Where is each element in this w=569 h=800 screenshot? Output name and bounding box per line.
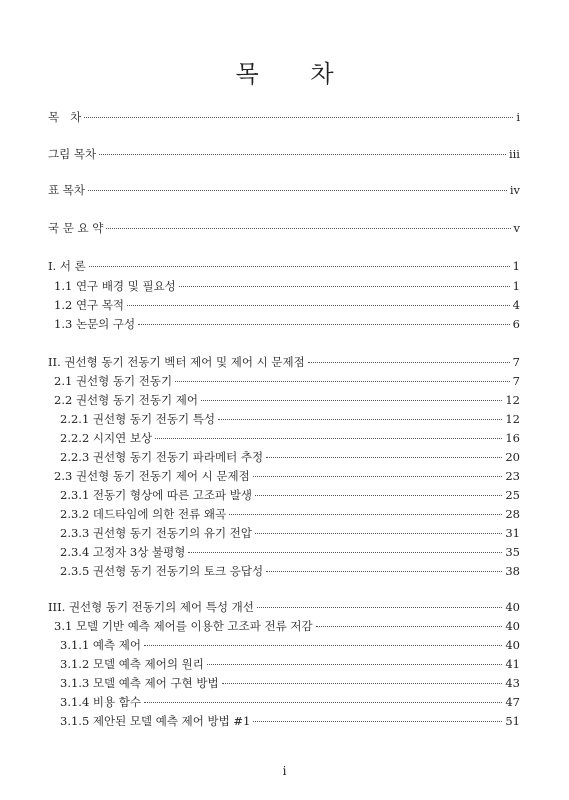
dot-leader (255, 495, 502, 496)
toc-label: 2.3.3 권선형 동기 전동기의 유기 전압 (60, 526, 252, 540)
toc-label: 2.3.4 고정자 3상 불평형 (60, 545, 186, 559)
toc-page-number: 12 (505, 393, 520, 407)
toc-entry (60, 676, 520, 690)
dot-leader (88, 190, 507, 191)
toc-page-number: 1 (512, 279, 520, 293)
toc-entry (48, 221, 520, 235)
toc-page-number: i (516, 110, 520, 124)
dot-leader (144, 702, 502, 703)
toc-page-number: 12 (505, 412, 520, 426)
toc-entry (54, 298, 520, 312)
toc-page-number: 51 (505, 714, 520, 728)
toc-entry (60, 714, 520, 728)
toc-entry (60, 450, 520, 464)
dot-leader (89, 266, 510, 267)
dot-leader (255, 533, 502, 534)
toc-page-number: 7 (512, 374, 520, 388)
toc-page-number: 43 (505, 676, 520, 690)
toc-page-number: 28 (505, 507, 520, 521)
dot-leader (106, 228, 510, 229)
dot-leader (222, 683, 503, 684)
toc-page-number: 38 (505, 564, 520, 578)
toc-page-number: 35 (505, 545, 520, 559)
toc-label: 국 문 요 약 (48, 221, 104, 235)
toc-label: 2.3.2 데드타임에 의한 전류 왜곡 (60, 507, 227, 521)
toc-label: 목 차 (48, 110, 82, 124)
toc-entry (60, 488, 520, 502)
toc-label: 2.2.2 시지연 보상 (60, 431, 153, 445)
toc-entry (48, 355, 520, 369)
dot-leader (308, 362, 510, 363)
toc-entry (54, 393, 520, 407)
toc-entry (48, 110, 520, 124)
toc-entry (60, 526, 520, 540)
toc-entry (48, 147, 520, 161)
toc-label: II. 권선형 동기 전동기 벡터 제어 및 제어 시 문제점 (48, 355, 305, 369)
toc-entry (54, 619, 520, 633)
dot-leader (207, 664, 502, 665)
toc-page-number: 4 (512, 298, 520, 312)
dot-leader (253, 476, 503, 477)
toc-entry (54, 374, 520, 388)
toc-label: 3.1 모델 기반 예측 제어를 이용한 고조파 전류 저감 (54, 619, 313, 633)
dot-leader (253, 721, 502, 722)
toc-label: 2.3.5 권선형 동기 전동기의 토크 응답성 (60, 564, 264, 578)
dot-leader (218, 419, 502, 420)
dot-leader (188, 552, 502, 553)
dot-leader (266, 571, 502, 572)
toc-page-number: 7 (512, 355, 520, 369)
toc-entry (60, 545, 520, 559)
toc-entry (60, 638, 520, 652)
dot-leader (257, 607, 503, 608)
toc-label: 표 목차 (48, 183, 85, 197)
toc-entry (60, 431, 520, 445)
dot-leader (179, 286, 510, 287)
toc-page-number: 47 (505, 695, 520, 709)
toc-label: 3.1.5 제안된 모델 예측 제어 방법 #1 (60, 714, 251, 728)
dot-leader (266, 457, 502, 458)
toc-label: 그림 목차 (48, 147, 97, 161)
toc-label: 2.3.1 전동기 형상에 따른 고조파 발생 (60, 488, 252, 502)
toc-label: 3.1.2 모델 예측 제어의 원리 (60, 657, 204, 671)
toc-page-number: 16 (505, 431, 520, 445)
dot-leader (99, 154, 506, 155)
toc-page-number: 23 (505, 469, 520, 483)
toc-entry (48, 600, 520, 614)
toc-label: 2.2 권선형 동기 전동기 제어 (54, 393, 198, 407)
toc-page-number: iv (509, 183, 520, 197)
toc-page-number: 31 (505, 526, 520, 540)
dot-leader (175, 381, 510, 382)
toc-page-number: 20 (505, 450, 520, 464)
toc-label: 3.1.4 비용 함수 (60, 695, 142, 709)
toc-entry (60, 695, 520, 709)
toc-label: I. 서 론 (48, 259, 86, 273)
toc-page-number: 40 (505, 619, 520, 633)
toc-label: III. 권선형 동기 전동기의 제어 특성 개선 (48, 600, 254, 614)
toc-label: 1.1 연구 배경 및 필요성 (54, 279, 176, 293)
toc-entry (54, 317, 520, 331)
toc-label: 2.1 권선형 동기 전동기 (54, 374, 173, 388)
dot-leader (155, 438, 502, 439)
toc-page-number: 25 (505, 488, 520, 502)
dot-leader (138, 324, 510, 325)
toc-entry (60, 507, 520, 521)
toc-label: 2.2.3 권선형 동기 전동기 파라메터 추정 (60, 450, 264, 464)
toc-entry (54, 469, 520, 483)
toc-page-number: 41 (505, 657, 520, 671)
page-number-footer: i (282, 764, 287, 778)
toc-page-number: 40 (505, 600, 520, 614)
toc-label: 1.2 연구 목적 (54, 298, 125, 312)
dot-leader (84, 117, 513, 118)
toc-entry (48, 183, 520, 197)
toc-label: 2.2.1 권선형 동기 전동기 특성 (60, 412, 215, 426)
toc-page-number: 40 (505, 638, 520, 652)
toc-entry (48, 259, 520, 273)
toc-page-number: 1 (512, 259, 520, 273)
toc-page-number: iii (508, 147, 520, 161)
toc-label: 3.1.1 예측 제어 (60, 638, 142, 652)
toc-entry (60, 657, 520, 671)
page-title: 목 차 (235, 60, 356, 88)
toc-label: 3.1.3 모델 예측 제어 구현 방법 (60, 676, 219, 690)
toc-entry (60, 564, 520, 578)
dot-leader (127, 305, 510, 306)
dot-leader (201, 400, 502, 401)
dot-leader (316, 626, 503, 627)
dot-leader (144, 645, 502, 646)
toc-entry (60, 412, 520, 426)
toc-page-number: v (513, 221, 520, 235)
toc-page-number: 6 (512, 317, 520, 331)
toc-label: 2.3 권선형 동기 전동기 제어 시 문제점 (54, 469, 250, 483)
toc-label: 1.3 논문의 구성 (54, 317, 136, 331)
dot-leader (229, 514, 502, 515)
toc-entry (54, 279, 520, 293)
